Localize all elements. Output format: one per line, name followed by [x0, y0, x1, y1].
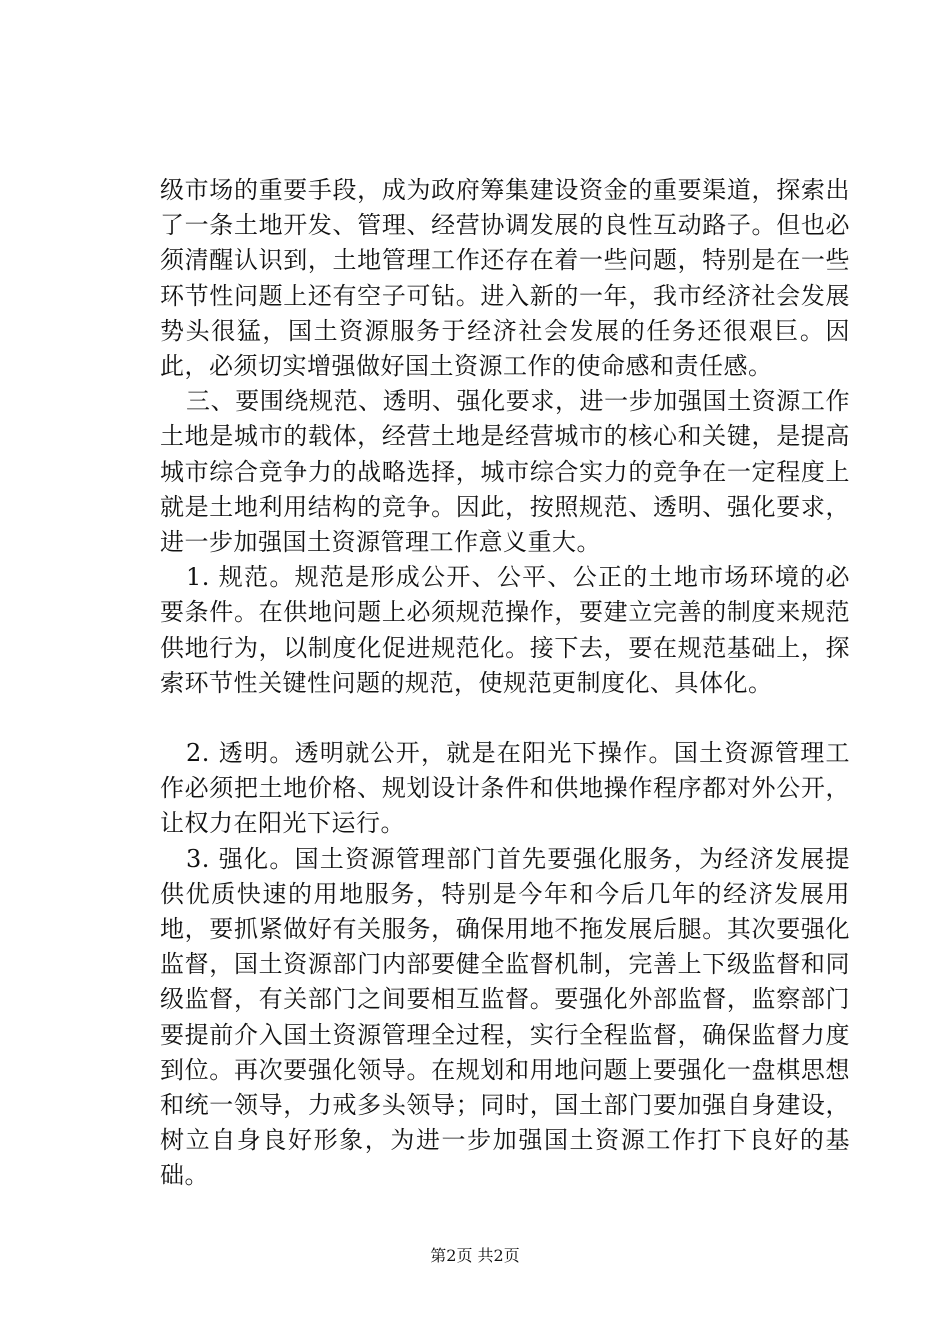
paragraph-item-transparency: 2. 透明。透明就公开，就是在阳光下操作。国土资源管理工作必须把土地价格、规划设计条件和供地操作程序都对外公开，让权力在阳光下运行。 — [160, 739, 850, 838]
paragraph-continuation: 级市场的重要手段，成为政府筹集建设资金的重要渠道，探索出了一条土地开发、管理、经营协调发展的良性互动路子。但也必须清醒认识到，土地管理工作还存在着一些问题，特别是在一些环节性问题上还有空子可钻。进入新的一年，我市经济社会发展势头很猛，国土资源服务于经济社会发展的任务还很艰巨。因此，必须切实增强做好国土资源工作的使命感和责任感。 — [160, 176, 850, 381]
paragraph-section-three: 三、要围绕规范、透明、强化要求，进一步加强国土资源工作土地是城市的载体，经营土地是经营城市的核心和关键，是提高城市综合竞争力的战略选择，城市综合实力的竞争在一定程度上就是土地利用结构的竞争。因此，按照规范、透明、强化要求，进一步加强国土资源管理工作意义重大。 — [160, 387, 850, 557]
paragraph-item-strengthen: 3. 强化。国土资源管理部门首先要强化服务，为经济发展提供优质快速的用地服务，特别是今年和今后几年的经济发展用地，要抓紧做好有关服务，确保用地不拖发展后腿。其次要强化监督，国土资源部门内部要健全监督机制，完善上下级监督和同级监督，有关部门之间要相互监督。要强化外部监督，监察部门要提前介入国土资源管理全过程，实行全程监督，确保监督力度到位。再次要强化领导。在规划和用地问题上要强化一盘棋思想和统一领导，力戒多头领导；同时，国土部门要加强自身建设，树立自身良好形象，为进一步加强国土资源工作打下良好的基础。 — [160, 844, 850, 1190]
document-body — [160, 173, 850, 1194]
paragraph-item-standardize: 1. 规范。规范是形成公开、公平、公正的土地市场环境的必要条件。在供地问题上必须规范操作，要建立完善的制度来规范供地行为，以制度化促进规范化。接下去，要在规范基础上，探索环节性关键性问题的规范，使规范更制度化、具体化。 — [160, 563, 850, 697]
page-footer: 第2页 共2页 — [430, 1246, 520, 1265]
paragraph-gap — [160, 701, 850, 736]
